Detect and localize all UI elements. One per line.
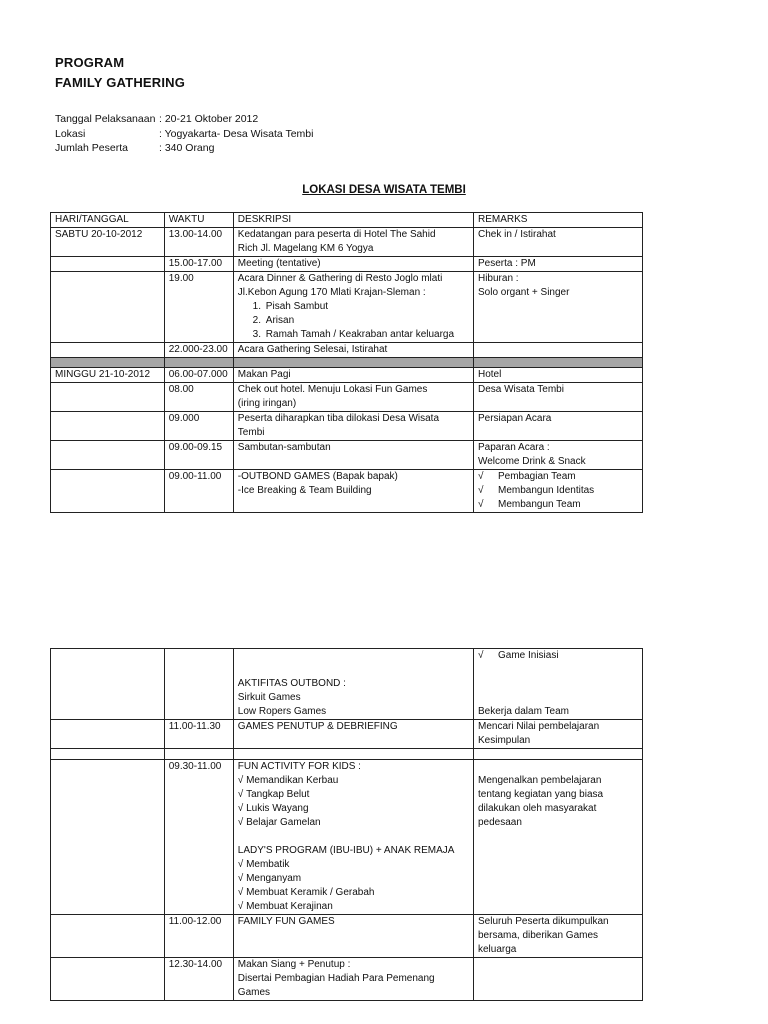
day-cell: MINGGU 21-10-2012 — [51, 368, 165, 383]
remark-line: keluarga — [477, 944, 517, 955]
spacer — [238, 649, 469, 663]
checklist-item — [238, 774, 469, 788]
remarks-cell — [473, 720, 642, 749]
description-cell: Makan Pagi — [233, 368, 473, 383]
description-cell: Meeting (tentative) — [233, 257, 473, 272]
remarks-cell — [473, 470, 642, 513]
checklist-label: Pembagian Team — [497, 471, 576, 482]
description-cell — [233, 412, 473, 441]
description-cell — [233, 649, 473, 720]
time-cell: 11.00-11.30 — [164, 720, 233, 749]
time-cell: 15.00-17.00 — [164, 257, 233, 272]
checkmark-icon: √ — [477, 499, 484, 510]
program-title: PROGRAM — [55, 55, 125, 70]
checklist-label: Tangkap Belut — [246, 789, 310, 800]
description-line: Tembi — [237, 427, 265, 438]
description-line: Low Ropers Games — [237, 706, 327, 717]
meta-value: : Yogyakarta- Desa Wisata Tembi — [159, 127, 314, 140]
description-line: -OUTBOND GAMES (Bapak bapak) — [237, 471, 398, 482]
spacer — [478, 677, 638, 691]
time-cell: 09.00-09.15 — [164, 441, 233, 470]
list-item: 2. Arisan — [264, 314, 469, 328]
description-cell: Sambutan-sambutan — [233, 441, 473, 470]
table-row — [51, 368, 643, 383]
column-header: HARI/TANGGAL — [51, 213, 165, 228]
day-cell — [51, 649, 165, 720]
checklist-item — [238, 788, 469, 802]
day-cell — [51, 958, 165, 1001]
meta-date-row — [55, 112, 313, 127]
checkmark-icon: √ — [237, 803, 244, 814]
checkmark-icon: √ — [237, 887, 244, 898]
table-row — [51, 760, 643, 915]
section-heading: LOKASI DESA WISATA TEMBI — [302, 184, 466, 196]
spacer — [478, 691, 638, 705]
table-row — [51, 470, 643, 513]
schedule-table-1 — [50, 212, 643, 513]
schedule-table-2 — [50, 648, 643, 1001]
checklist-item — [238, 802, 469, 816]
day-cell — [51, 272, 165, 343]
checkmark-icon: √ — [237, 789, 244, 800]
description-cell — [233, 958, 473, 1001]
event-title: FAMILY GATHERING — [55, 75, 186, 90]
spacer — [238, 663, 469, 677]
checklist-item — [478, 484, 638, 498]
meta-participants-row — [55, 141, 313, 156]
remarks-cell — [473, 915, 642, 958]
remarks-cell — [473, 649, 642, 720]
remarks-cell — [473, 272, 642, 343]
remark-line: tentang kegiatan yang biasa — [477, 789, 604, 800]
time-cell: 09.000 — [164, 412, 233, 441]
table-row — [51, 720, 643, 749]
remark-line: dilakukan oleh masyarakat — [477, 803, 597, 814]
time-cell: 19.00 — [164, 272, 233, 343]
description-cell — [233, 760, 473, 915]
checkmark-icon: √ — [237, 901, 244, 912]
checklist-label: Membangun Identitas — [497, 485, 595, 496]
time-cell: 06.00-07.000 — [164, 368, 233, 383]
remarks-cell — [473, 441, 642, 470]
day-cell — [51, 760, 165, 915]
column-header: WAKTU — [164, 213, 233, 228]
checklist-label: Lukis Wayang — [246, 803, 309, 814]
blank-cell — [233, 749, 473, 760]
day-cell — [51, 441, 165, 470]
table-row — [51, 412, 643, 441]
day-cell — [51, 412, 165, 441]
day-separator-row — [51, 358, 643, 368]
meta-location-row — [55, 127, 313, 142]
spacer — [478, 663, 638, 677]
description-cell — [233, 272, 473, 343]
checkmark-icon: √ — [477, 471, 484, 482]
checklist-item — [238, 816, 469, 830]
blank-cell — [164, 749, 233, 760]
remark-line: Kesimpulan — [477, 735, 531, 746]
remark-line: Bekerja dalam Team — [477, 706, 569, 717]
remarks-cell: Persiapan Acara — [473, 412, 642, 441]
table-row — [51, 343, 643, 358]
column-header: DESKRIPSI — [233, 213, 473, 228]
remarks-cell: Chek in / Istirahat — [473, 228, 642, 257]
table-row — [51, 649, 643, 720]
description-line: Disertai Pembagian Hadiah Para Pemenang — [237, 973, 435, 984]
checklist-label: Menganyam — [246, 873, 302, 884]
checkmark-icon: √ — [237, 775, 244, 786]
description-cell — [233, 470, 473, 513]
description-line: -Ice Breaking & Team Building — [237, 485, 372, 496]
blank-cell — [473, 749, 642, 760]
description-line: Peserta diharapkan tiba dilokasi Desa Wisata — [237, 413, 440, 424]
spacer — [478, 760, 638, 774]
table-header-row — [51, 213, 643, 228]
checklist-item — [238, 858, 469, 872]
checklist-label: Membuat Keramik / Gerabah — [246, 887, 375, 898]
checklist-label: Membangun Team — [497, 499, 581, 510]
meta-label: Lokasi — [55, 127, 86, 140]
remark-line: Seluruh Peserta dikumpulkan — [477, 916, 609, 927]
list-item: 3. Ramah Tamah / Keakraban antar keluarga — [264, 328, 469, 342]
remark-line: Paparan Acara : — [477, 442, 550, 453]
checklist-item — [238, 900, 469, 914]
event-meta — [55, 112, 313, 156]
checklist-label: Belajar Gamelan — [246, 817, 321, 828]
description-cell: Acara Gathering Selesai, Istirahat — [233, 343, 473, 358]
meta-label: Tanggal Pelaksanaan — [55, 113, 156, 125]
remark-line: Hiburan : — [477, 273, 519, 284]
checklist-label: Membatik — [246, 859, 290, 870]
table-row — [51, 272, 643, 343]
description-cell — [233, 228, 473, 257]
ladies-program-title: LADY'S PROGRAM (IBU-IBU) + ANAK REMAJA — [237, 845, 455, 856]
list-item: 1. Pisah Sambut — [264, 300, 469, 314]
table-row — [51, 257, 643, 272]
description-line: Acara Dinner & Gathering di Resto Joglo mlati — [237, 273, 443, 284]
description-line: AKTIFITAS OUTBOND : — [237, 678, 346, 689]
table-row — [51, 228, 643, 257]
time-cell: 12.30-14.00 — [164, 958, 233, 1001]
separator-cell — [51, 358, 165, 368]
remark-line: Welcome Drink & Snack — [477, 456, 586, 467]
time-cell: 09.30-11.00 — [164, 760, 233, 915]
remarks-cell — [473, 343, 642, 358]
time-cell: 08.00 — [164, 383, 233, 412]
checkmark-icon: √ — [477, 485, 484, 496]
description-cell: FAMILY FUN GAMES — [233, 915, 473, 958]
time-cell: 22.000-23.00 — [164, 343, 233, 358]
table-row — [51, 441, 643, 470]
remark-line: bersama, diberikan Games — [477, 930, 599, 941]
description-line: (iring iringan) — [237, 398, 297, 409]
kids-program-title: FUN ACTIVITY FOR KIDS : — [237, 761, 361, 772]
time-cell: 09.00-11.00 — [164, 470, 233, 513]
checklist-item — [478, 470, 638, 484]
time-cell: 13.00-14.00 — [164, 228, 233, 257]
table-row — [51, 958, 643, 1001]
remark-line: Mencari Nilai pembelajaran — [477, 721, 600, 732]
agenda-list — [238, 300, 469, 342]
separator-cell — [164, 358, 233, 368]
checklist-label: Membuat Kerajinan — [246, 901, 333, 912]
checklist-item — [478, 498, 638, 512]
remark-line: Mengenalkan pembelajaran — [477, 775, 602, 786]
checklist-item — [238, 872, 469, 886]
day-cell — [51, 343, 165, 358]
checklist-item — [238, 886, 469, 900]
checkmark-icon: √ — [477, 650, 484, 661]
checkmark-icon: √ — [237, 859, 244, 870]
description-cell: GAMES PENUTUP & DEBRIEFING — [233, 720, 473, 749]
description-line: Chek out hotel. Menuju Lokasi Fun Games — [237, 384, 428, 395]
day-cell — [51, 720, 165, 749]
remarks-cell — [473, 958, 642, 1001]
blank-cell — [51, 749, 165, 760]
table-row — [51, 383, 643, 412]
day-cell — [51, 257, 165, 272]
column-header: REMARKS — [473, 213, 642, 228]
description-line: Games — [237, 987, 271, 998]
checkmark-icon: √ — [237, 817, 244, 828]
description-line: Rich Jl. Magelang KM 6 Yogya — [237, 243, 374, 254]
checkmark-icon: √ — [237, 873, 244, 884]
time-cell — [164, 649, 233, 720]
checklist-item — [478, 649, 638, 663]
meta-value: : 340 Orang — [159, 142, 215, 154]
day-cell — [51, 383, 165, 412]
remark-line: Solo organt + Singer — [477, 287, 570, 298]
separator-cell — [233, 358, 473, 368]
checklist-label: Memandikan Kerbau — [246, 775, 339, 786]
table-row — [51, 915, 643, 958]
description-line: Kedatangan para peserta di Hotel The Sahid — [237, 229, 436, 240]
description-line: Sirkuit Games — [237, 692, 301, 703]
remark-line: pedesaan — [477, 817, 522, 828]
remarks-cell: Hotel — [473, 368, 642, 383]
day-cell — [51, 915, 165, 958]
spacer — [238, 830, 469, 844]
blank-row — [51, 749, 643, 760]
remarks-cell — [473, 760, 642, 915]
time-cell: 11.00-12.00 — [164, 915, 233, 958]
meta-value: : 20-21 Oktober 2012 — [159, 113, 259, 125]
description-line: Makan Siang + Penutup : — [237, 959, 351, 970]
description-line: Jl.Kebon Agung 170 Mlati Krajan-Sleman : — [237, 287, 426, 298]
day-cell — [51, 470, 165, 513]
day-cell: SABTU 20-10-2012 — [51, 228, 165, 257]
description-cell — [233, 383, 473, 412]
separator-cell — [473, 358, 642, 368]
checklist-label: Game Inisiasi — [497, 650, 559, 661]
meta-label: Jumlah Peserta — [55, 142, 128, 154]
remarks-cell: Desa Wisata Tembi — [473, 383, 642, 412]
remarks-cell: Peserta : PM — [473, 257, 642, 272]
